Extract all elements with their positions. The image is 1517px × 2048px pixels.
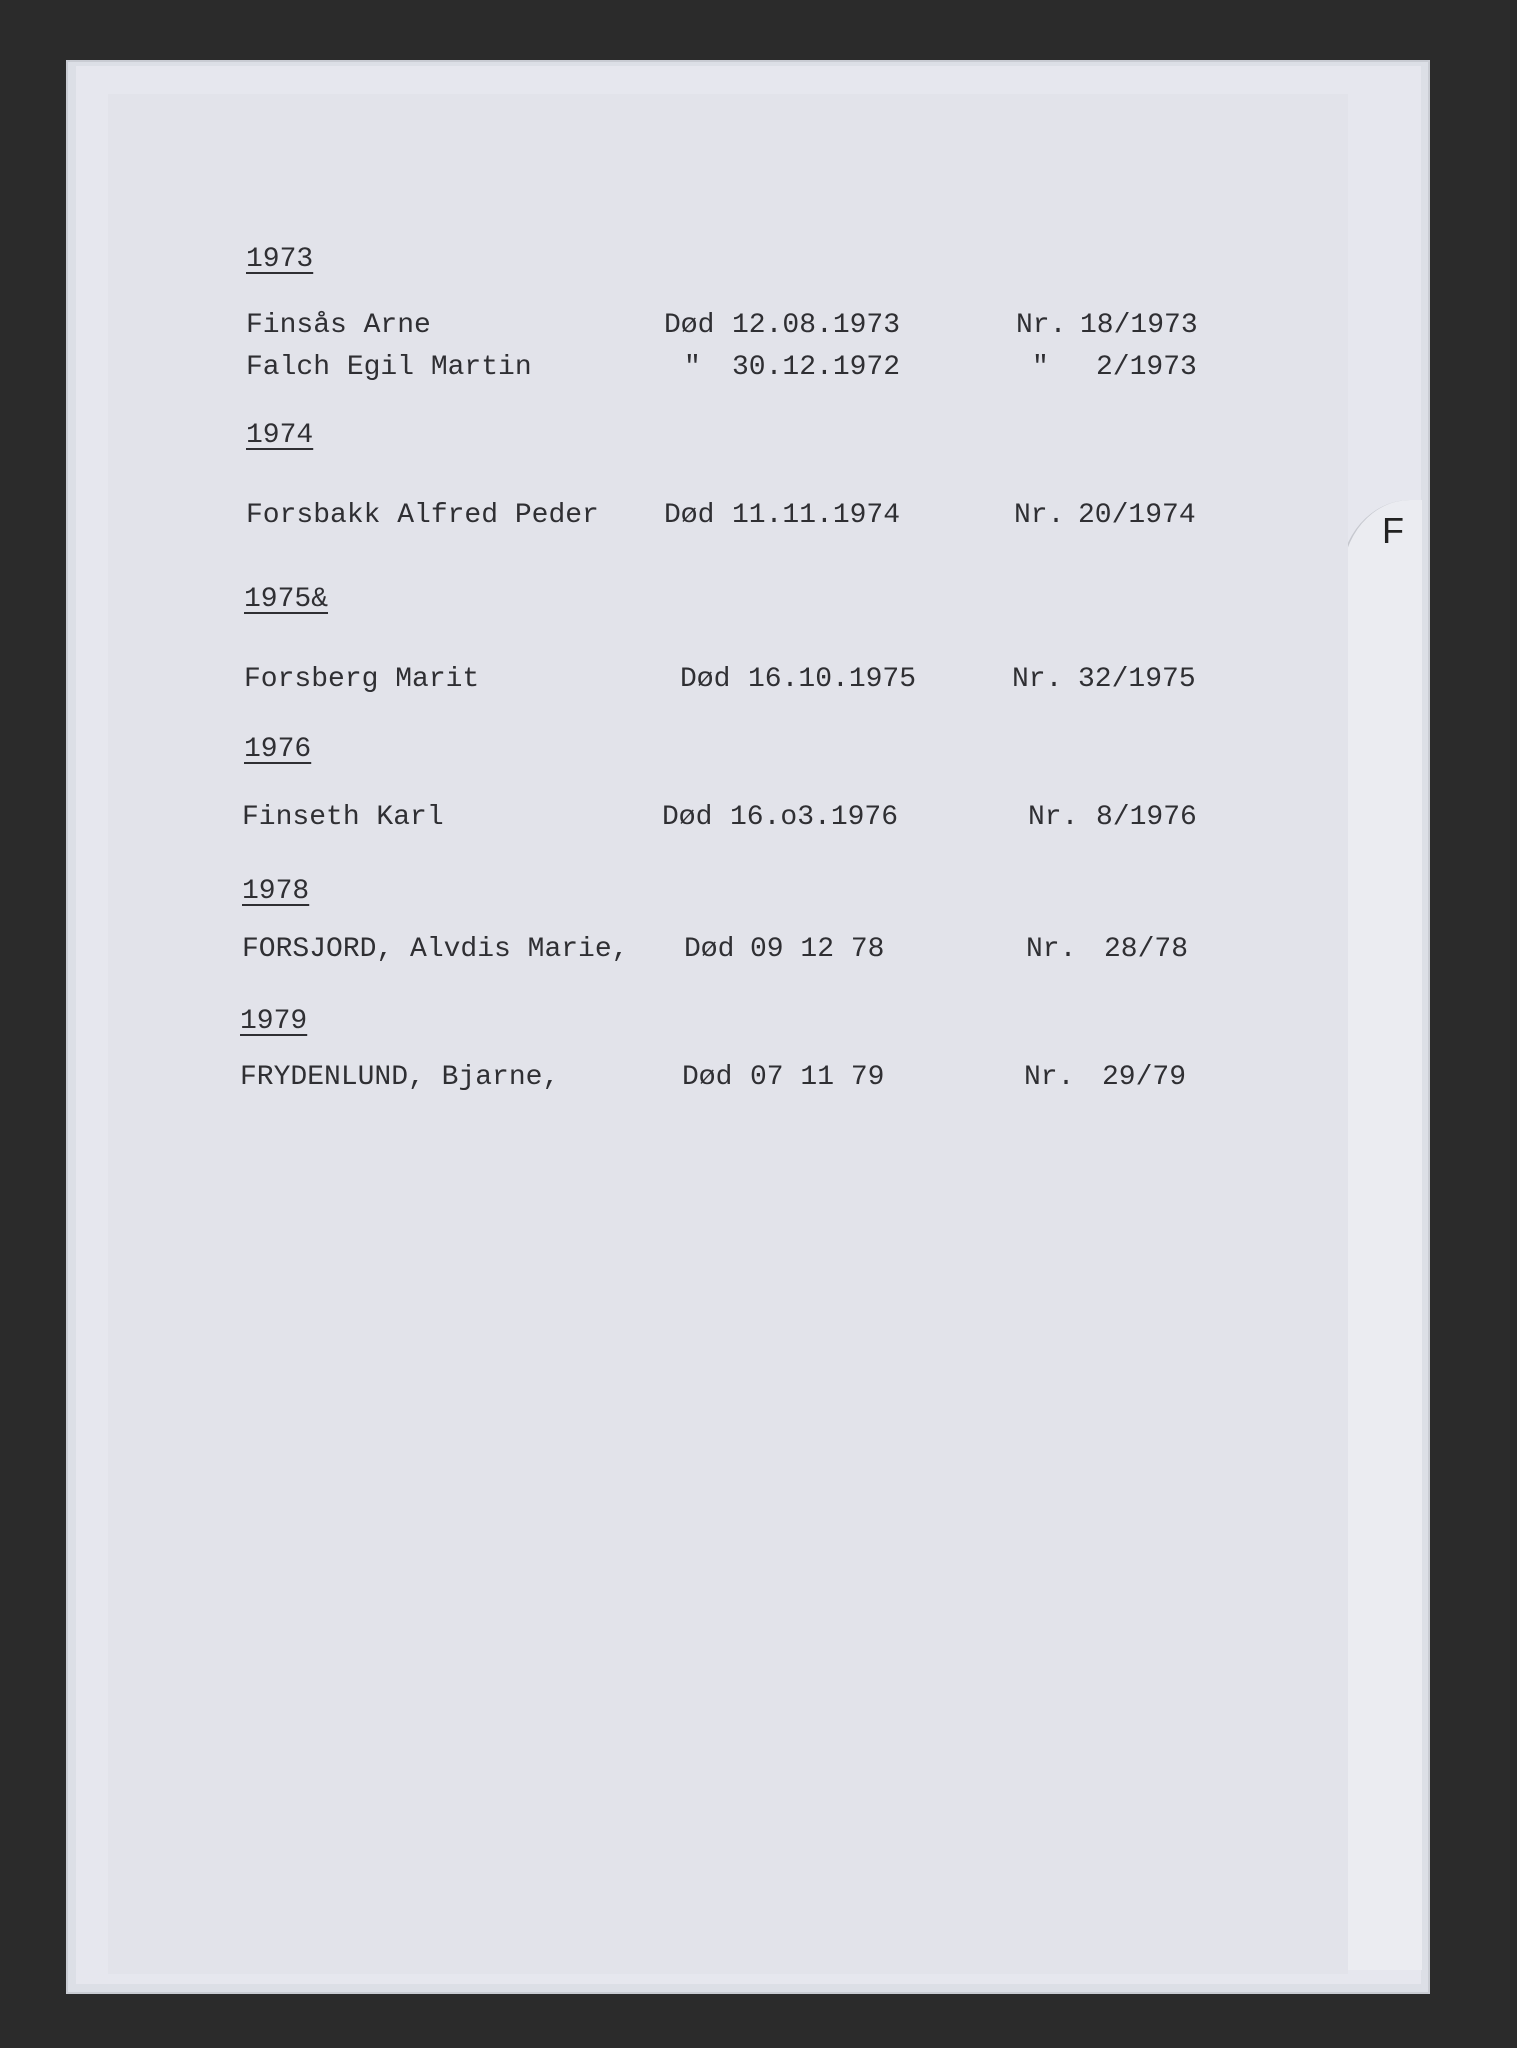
entry-nr: 2/1973 <box>1096 352 1197 383</box>
entry-nr-label: Nr. <box>1014 500 1065 531</box>
entry-nr-label: Nr. <box>1024 1062 1075 1093</box>
entry-died-label: Død <box>680 664 731 695</box>
entry-died-label: Død <box>682 1062 733 1093</box>
entry-nr: 8/1976 <box>1096 802 1197 833</box>
year-heading: 1976 <box>244 734 312 765</box>
year-heading: 1975& <box>244 584 329 615</box>
entry-died-label: Død <box>664 500 715 531</box>
entry-died-label: " <box>684 352 701 383</box>
year-heading: 1973 <box>246 244 314 275</box>
entry-name: Falch Egil Martin <box>246 352 532 383</box>
entry-date: 30.12.1972 <box>732 352 901 383</box>
entry-nr-label: " <box>1032 352 1049 383</box>
register-content <box>108 94 1348 1974</box>
year-heading: 1978 <box>242 876 310 907</box>
year-heading: 1979 <box>240 1006 308 1037</box>
entry-nr: 18/1973 <box>1080 310 1198 341</box>
register-page <box>108 94 1348 1974</box>
entry-name: Finsås Arne <box>246 310 431 341</box>
entry-died-label: Død <box>664 310 715 341</box>
entry-date: 16.10.1975 <box>748 664 917 695</box>
entry-date: 09 12 78 <box>750 934 885 965</box>
entry-nr-label: Nr. <box>1016 310 1067 341</box>
entry-died-label: Død <box>684 934 735 965</box>
entry-name: FRYDENLUND, Bjarne, <box>240 1062 560 1093</box>
entry-nr-label: Nr. <box>1026 934 1077 965</box>
entry-name: Finseth Karl <box>242 802 444 833</box>
index-tab <box>1340 500 1422 1970</box>
entry-died-label: Død <box>662 802 713 833</box>
entry-name: Forsbakk Alfred Peder <box>246 500 599 531</box>
entry-nr: 29/79 <box>1102 1062 1187 1093</box>
entry-date: 07 11 79 <box>750 1062 885 1093</box>
entry-name: Forsberg Marit <box>244 664 480 695</box>
entry-nr: 20/1974 <box>1078 500 1196 531</box>
entry-date: 16.o3.1976 <box>730 802 899 833</box>
entry-date: 11.11.1974 <box>732 500 901 531</box>
entry-nr-label: Nr. <box>1012 664 1063 695</box>
entry-nr: 32/1975 <box>1078 664 1196 695</box>
entry-name: FORSJORD, Alvdis Marie, <box>242 934 629 965</box>
entry-nr-label: Nr. <box>1028 802 1079 833</box>
entry-nr: 28/78 <box>1104 934 1189 965</box>
index-tab-letter: F <box>1382 510 1404 551</box>
entry-date: 12.08.1973 <box>732 310 901 341</box>
year-heading: 1974 <box>246 420 314 451</box>
